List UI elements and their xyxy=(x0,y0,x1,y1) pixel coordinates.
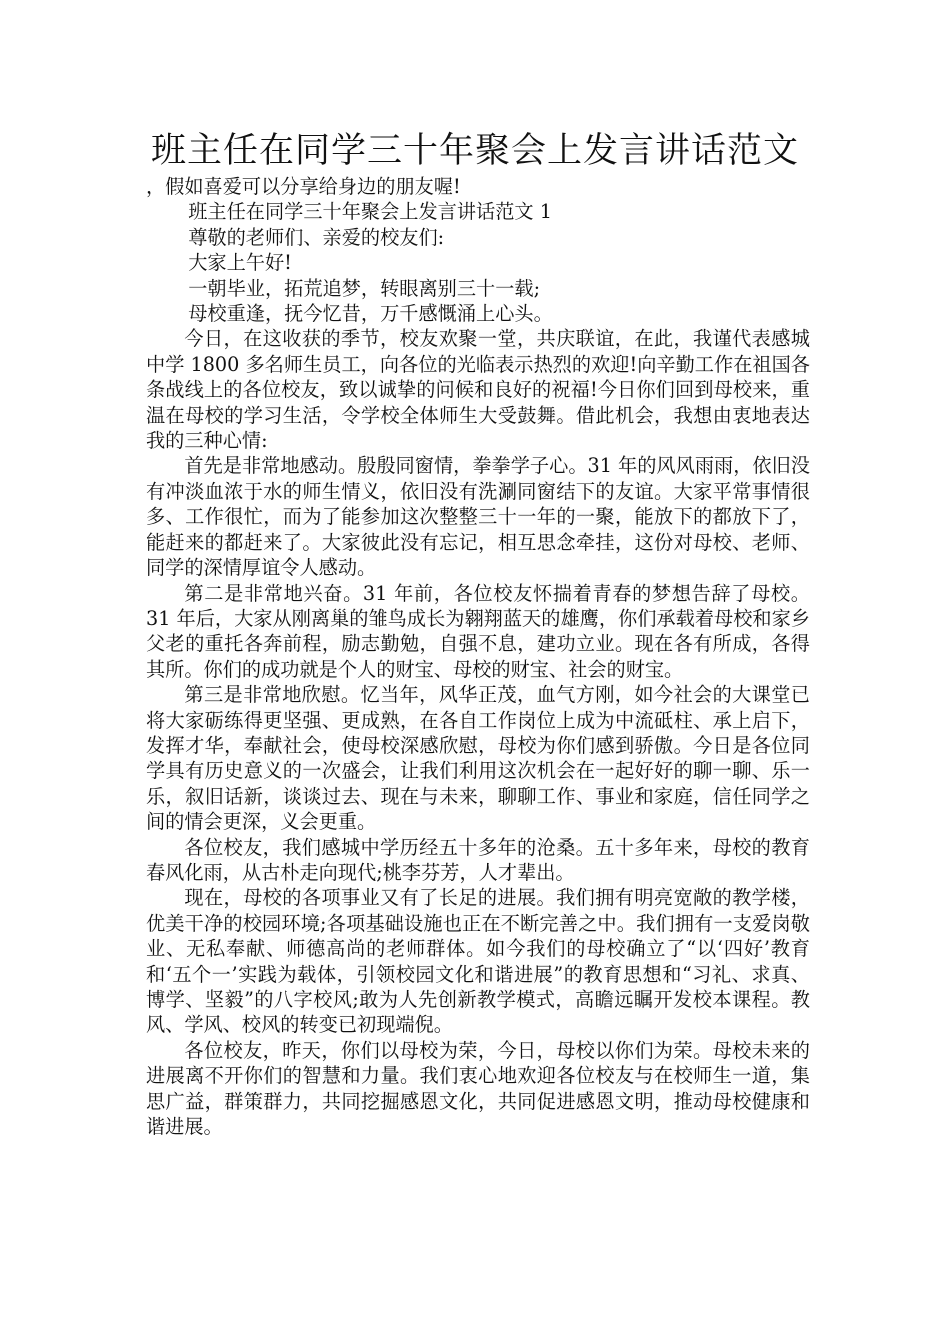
paragraph: 各位校友，昨天，你们以母校为荣，今日，母校以你们为荣。母校未来的进展离不开你们的智慧和力量。我们衷心地欢迎各位校友与在校师生一道，集思广益，群策群力，共同挖掘感恩文化，共同促进感恩文明，推动母校健康和谐进展。 xyxy=(146,1038,810,1139)
paragraph: 第二是非常地兴奋。31 年前，各位校友怀揣着青春的梦想告辞了母校。31 年后，大家从刚离巢的雏鸟成长为翱翔蓝天的雄鹰，你们承载着母校和家乡父老的重托各奔前程，励志勤勉，自强不息，建功立业。现在各有所成，各得其所。你们的成功就是个人的财宝、母校的财宝、社会的财宝。 xyxy=(146,581,810,681)
paragraph: 各位校友，我们感城中学历经五十多年的沧桑。五十多年来，母校的教育春风化雨，从古朴走向现代;桃李芬芳，人才辈出。 xyxy=(146,835,810,884)
paragraph: 首先是非常地感动。殷殷同窗情，拳拳学子心。31 年的风风雨雨，依旧没有冲淡血浓于水的师生情义，依旧没有洗涮同窗结下的友谊。大家平常事情很多、工作很忙，而为了能参加这次整整三十一年的一聚，能放下的都放下了，能赶来的都赶来了。大家彼此没有忘记，相互思念牵挂，这份对母校、老师、同学的深情厚谊令人感动。 xyxy=(146,454,810,580)
greeting: 大家上午好! xyxy=(188,251,292,275)
paragraph: 第三是非常地欣慰。忆当年，风华正茂，血气方刚，如今社会的大课堂已将大家砺练得更坚强、更成熟，在各自工作岗位上成为中流砥柱、承上启下，发挥才华，奉献社会，使母校深感欣慰，母校为你们感到骄傲。今日是各位同学具有历史意义的一次盛会，让我们利用这次机会在一起好好的聊一聊、乐一乐，叙旧话新，谈谈过去、现在与未来，聊聊工作、事业和家庭，信任同学之间的情会更深，义会更重。 xyxy=(146,683,810,834)
document-body xyxy=(146,174,810,1139)
paragraph: 今日，在这收获的季节，校友欢聚一堂，共庆联谊，在此，我谨代表感城中学 1800 多名师生员工，向各位的光临表示热烈的欢迎!向辛勤工作在祖国各条战线上的各位校友，致以诚挚的问候和良好的祝福!今日你们回到母校来，重温在母校的学习生活，令学校全体师生大受鼓舞。借此机会，我想由衷地表达我的三种心情: xyxy=(146,327,810,453)
verse-line-1: 一朝毕业，拓荒追梦，转眼离别三十一载; xyxy=(188,276,541,300)
section-heading: 班主任在同学三十年聚会上发言讲话范文 1 xyxy=(188,200,552,224)
document-title: 班主任在同学三十年聚会上发言讲话范文 xyxy=(150,131,799,171)
paragraph: 现在，母校的各项事业又有了长足的进展。我们拥有明亮宽敞的教学楼，优美干净的校园环境;各项基础设施也正在不断完善之中。我们拥有一支爱岗敬业、无私奉献、师德高尚的老师群体。如今我们的母校确立了“以‘四好’教育和‘五个一’实践为载体，引领校园文化和谐进展”的教育思想和“习礼、求真、博学、坚毅”的八字校风;敢为人先创新教学模式，高瞻远瞩开发校本课程。教风、学风、校风的转变已初现端倪。 xyxy=(146,886,810,1037)
verse-line-2: 母校重逢，抚今忆昔，万千感慨涌上心头。 xyxy=(188,302,553,326)
salutation: 尊敬的老师们、亲爱的校友们: xyxy=(188,225,445,249)
intro-line: ，假如喜爱可以分享给身边的朋友喔! xyxy=(146,175,461,198)
